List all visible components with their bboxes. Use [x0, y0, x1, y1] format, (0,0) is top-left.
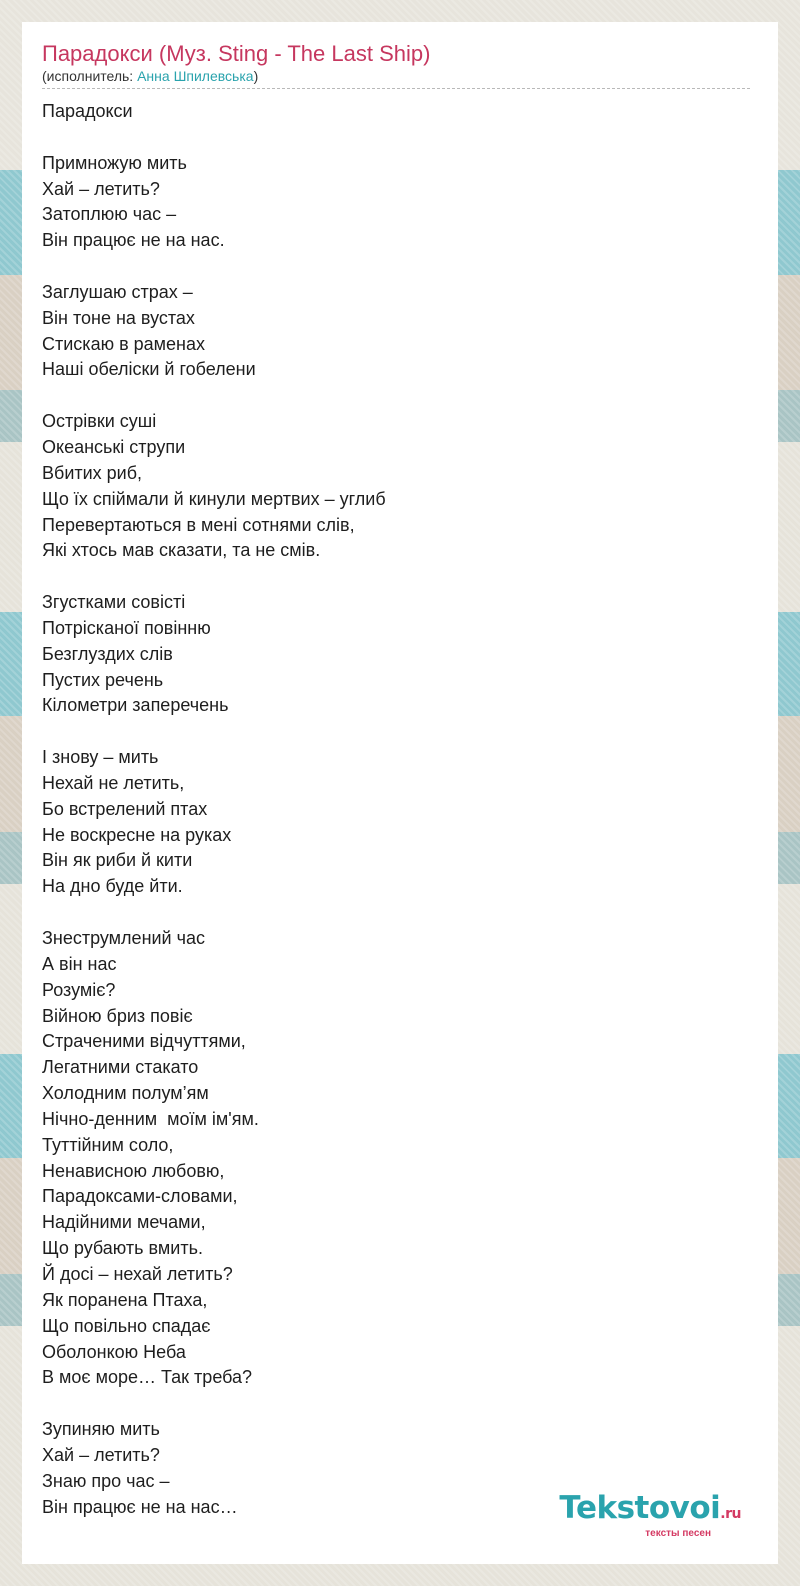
lyrics-line: Стискаю в раменах — [42, 333, 206, 354]
lyrics-card — [22, 22, 778, 1564]
lyrics-line: Холодним полум’ям — [42, 1083, 209, 1104]
song-title: Парадокси (Муз. Sting - The Last Ship) — [42, 41, 431, 66]
lyrics-line: Парадоксами-словами, — [42, 1186, 238, 1207]
lyrics-text — [42, 99, 758, 1520]
performer-prefix: (исполнитель: — [42, 68, 138, 84]
performer-link[interactable]: Анна Шпилевська — [137, 68, 254, 84]
lyrics-line: Кілометри заперечень — [42, 695, 229, 716]
lyrics-line: Оболонкою Неба — [42, 1341, 186, 1362]
lyrics-line: Затоплюю час – — [42, 204, 177, 225]
lyrics-line: Знеструмлений час — [42, 928, 206, 948]
lyrics-line: Хай – летить? — [42, 1444, 160, 1465]
lyrics-line: Примножую мить — [42, 152, 187, 173]
lyrics-line: Війною бриз повіє — [42, 1005, 193, 1026]
lyrics-line: Й досі – нехай летить? — [42, 1263, 233, 1284]
lyrics-line: Безглуздих слів — [42, 643, 173, 664]
lyrics-line: В моє море… Так треба? — [42, 1367, 253, 1388]
lyrics-stanza-break — [42, 125, 758, 151]
lyrics-line: Він тоне на вустах — [42, 307, 195, 328]
lyrics-line: Туттійним соло, — [42, 1134, 174, 1155]
lyrics-line: Нехай не летить, — [42, 772, 185, 793]
lyrics-line: Які хтось мав сказати, та не смів. — [42, 540, 321, 561]
lyrics-line: Що рубають вмить. — [42, 1238, 203, 1259]
lyrics-line: Не воскресне на руках — [42, 824, 232, 845]
lyrics-line: Ненависною любовю, — [42, 1160, 225, 1181]
logo-domain-suffix: .ru — [720, 1506, 741, 1522]
lyrics-line: Легатними стакато — [42, 1057, 199, 1078]
lyrics-line: Пустих речень — [42, 669, 164, 690]
lyrics-line: Бо встрелений птах — [42, 798, 208, 819]
lyrics-line: Як поранена Птаха, — [42, 1289, 208, 1310]
lyrics-stanza-break — [42, 1391, 758, 1417]
lyrics-stanza-break — [42, 719, 758, 745]
performer-suffix: ) — [253, 68, 259, 84]
lyrics-line: Острівки суші — [42, 411, 157, 432]
lyrics-line: І знову – мить — [42, 747, 159, 768]
lyrics-line: Страченими відчуттями, — [42, 1031, 246, 1052]
lyrics-stanza-break — [42, 564, 758, 590]
logo-main-text: Tekstovoi — [559, 1490, 721, 1526]
lyrics-line: Розуміє? — [42, 979, 116, 1000]
lyrics-stanza-break — [42, 254, 758, 280]
lyrics-line: Що повільно спадає — [42, 1315, 211, 1336]
site-logo[interactable] — [559, 1492, 741, 1539]
lyrics-line: Вбитих риб, — [42, 462, 143, 483]
lyrics-line: Він як риби й кити — [42, 850, 193, 871]
lyrics-line: Заглушаю страх – — [42, 281, 193, 302]
lyrics-line: Знаю про час – — [42, 1470, 170, 1491]
lyrics-line: Надійними мечами, — [42, 1212, 206, 1233]
lyrics-line: Парадокси — [42, 101, 133, 121]
lyrics-line: Зупиняю мить — [42, 1419, 160, 1440]
lyrics-line: Океанські струпи — [42, 436, 186, 457]
lyrics-line: А він нас — [42, 953, 117, 974]
lyrics-line: Перевертаються в мені сотнями слів, — [42, 514, 355, 535]
lyrics-line: Нічно-денним моїм ім'ям. — [42, 1108, 259, 1129]
lyrics-line: На дно буде йти. — [42, 876, 183, 897]
lyrics-line: Потрісканої повінню — [42, 617, 211, 638]
lyrics-stanza-break — [42, 900, 758, 926]
lyrics-stanza-break — [42, 383, 758, 409]
lyrics-line: Згустками совісті — [42, 592, 186, 613]
lyrics-line: Він працює не на нас. — [42, 230, 225, 251]
logo-tagline: тексты песен — [645, 1528, 711, 1539]
lyrics-line: Наші обеліски й гобелени — [42, 359, 256, 380]
lyrics-line: Хай – летить? — [42, 178, 160, 199]
lyrics-line: Що їх спіймали й кинули мертвих – углиб — [42, 488, 386, 509]
performer-line — [42, 68, 750, 89]
lyrics-line: Він працює не на нас… — [42, 1496, 238, 1517]
